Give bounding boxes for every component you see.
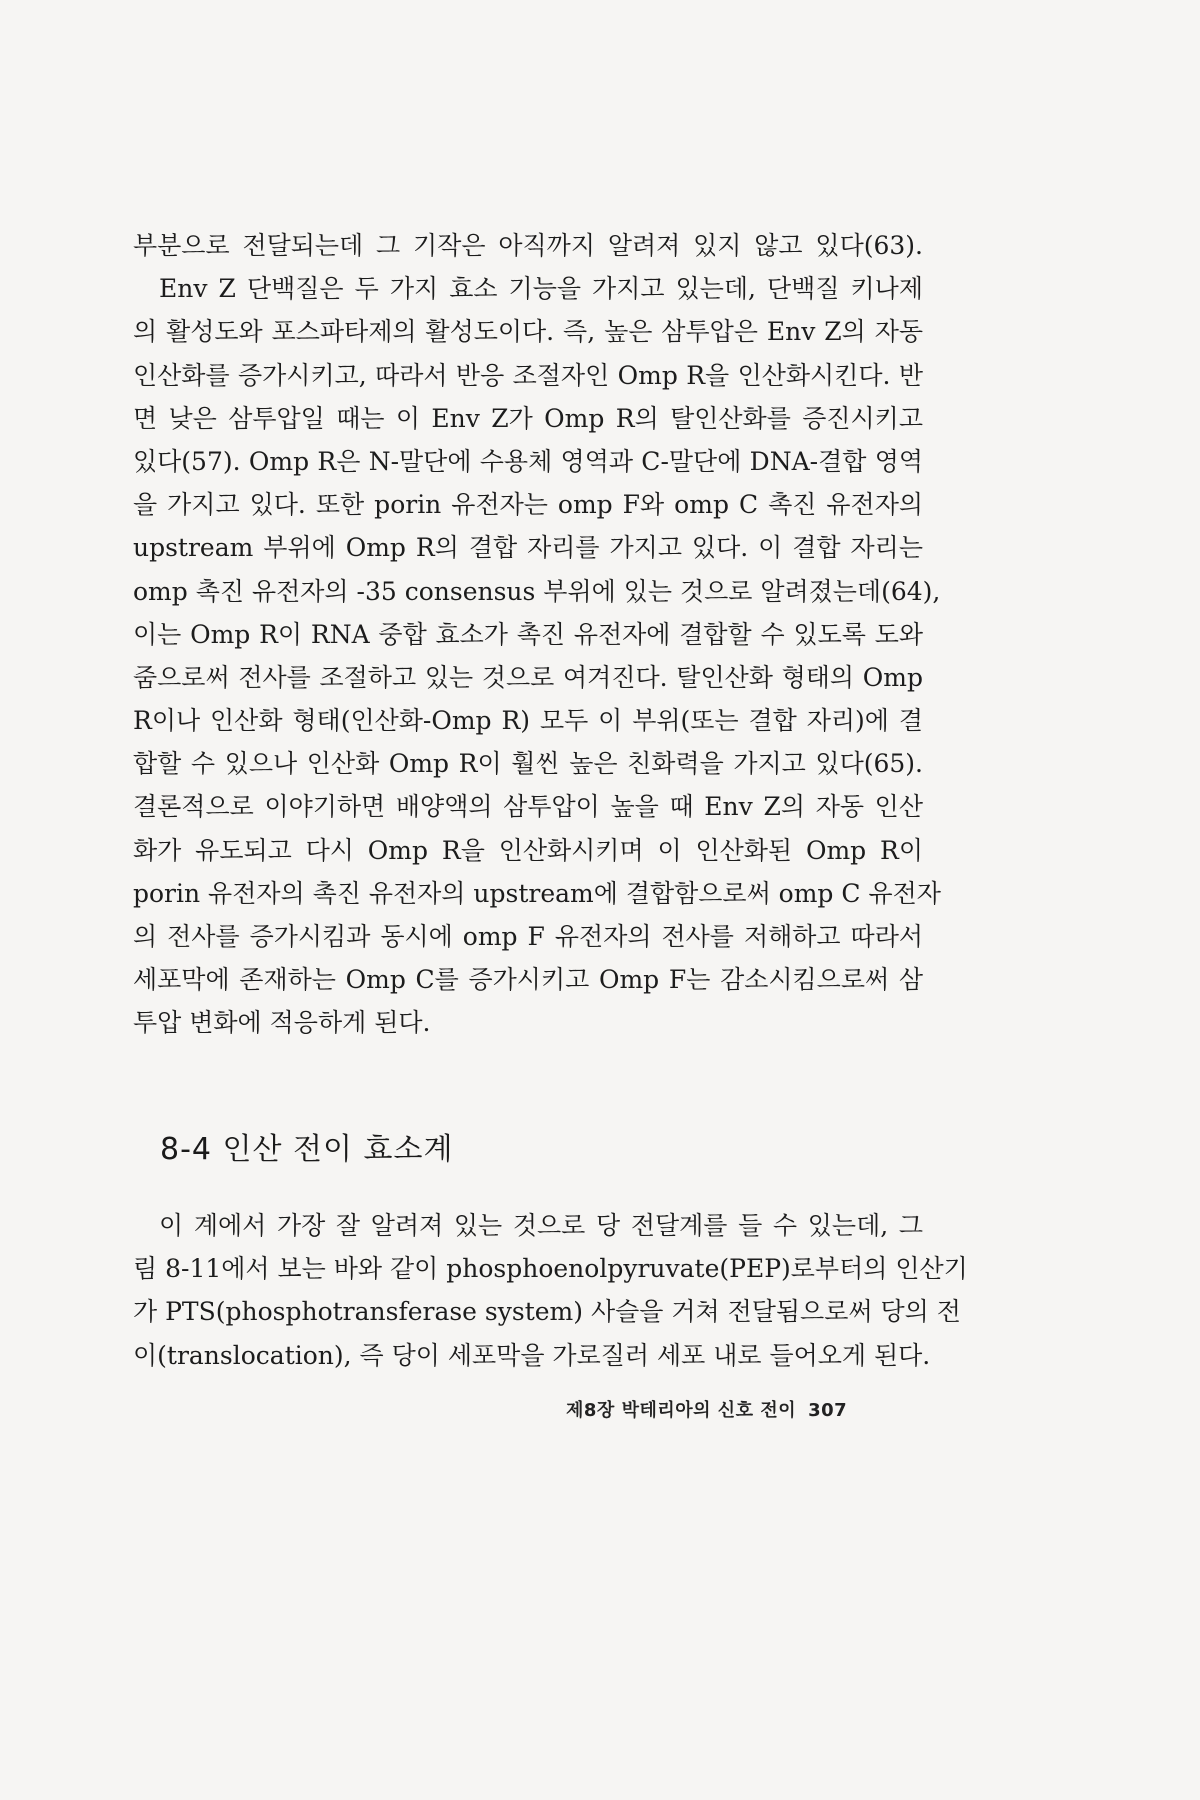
running-chapter-title: 제8장 박테리아의 신호 전이 — [566, 1400, 797, 1421]
text-line: 가 PTS(phosphotransferase system) 사슬을 거쳐 전달됨으로써 당의 전 — [133, 1297, 961, 1327]
text-line: 투압 변화에 적응하게 된다. — [133, 1008, 431, 1038]
text-line: 합할 수 있으나 인산화 Omp R이 훨씬 높은 친화력을 가지고 있다(65). — [133, 749, 923, 779]
text-line: 화가 유도되고 다시 Omp R을 인산화시키며 이 인산화된 Omp R이 — [133, 835, 923, 865]
text-line: omp 촉진 유전자의 -35 consensus 부위에 있는 것으로 알려졌는데(64), — [133, 576, 941, 606]
text-line: Env Z 단백질은 두 가지 효소 기능을 가지고 있는데, 단백질 키나제 — [159, 274, 923, 304]
text-line: 의 전사를 증가시킴과 동시에 omp F 유전자의 전사를 저해하고 따라서 — [133, 922, 923, 951]
section-paragraph — [133, 1204, 968, 1377]
text-line: 면 낮은 삼투압일 때는 이 Env Z가 Omp R의 탈인산화를 증진시키고 — [133, 403, 923, 433]
text-line: 있다(57). Omp R은 N-말단에 수용체 영역과 C-말단에 DNA-결합 영역 — [133, 446, 923, 476]
text-line: 줌으로써 전사를 조절하고 있는 것으로 여겨진다. 탈인산화 형태의 Omp — [133, 662, 923, 692]
text-line: R이나 인산화 형태(인산화-Omp R) 모두 이 부위(또는 결합 자리)에 결 — [133, 706, 923, 736]
text-line: 결론적으로 이야기하면 배양액의 삼투압이 높을 때 Env Z의 자동 인산 — [133, 792, 923, 822]
text-line: 을 가지고 있다. 또한 porin 유전자는 omp F와 omp C 촉진 유전자의 — [133, 490, 923, 520]
text-line: 이(translocation), 즉 당이 세포막을 가로질러 세포 내로 들어오게 된다. — [133, 1340, 931, 1370]
text-line: 의 활성도와 포스파타제의 활성도이다. 즉, 높은 삼투압은 Env Z의 자동 — [133, 317, 923, 347]
text-line: porin 유전자의 촉진 유전자의 upstream에 결합함으로써 omp C 유전자 — [133, 878, 941, 908]
text-line: 세포막에 존재하는 Omp C를 증가시키고 Omp F는 감소시킴으로써 삼 — [133, 965, 923, 995]
body-paragraph — [133, 224, 941, 1045]
section-heading: 8-4 인산 전이 효소계 — [160, 1132, 454, 1167]
text-line: upstream 부위에 Omp R의 결합 자리를 가지고 있다. 이 결합 자리는 — [133, 533, 923, 563]
text-line: 부분으로 전달되는데 그 기작은 아직까지 알려져 있지 않고 있다(63). — [133, 231, 923, 260]
page-footer — [566, 1396, 847, 1422]
text-line: 이 계에서 가장 잘 알려져 있는 것으로 당 전달계를 들 수 있는데, 그 — [159, 1211, 923, 1240]
text-line: 림 8-11에서 보는 바와 같이 phosphoenolpyruvate(PEP)로부터의 인산기 — [133, 1254, 968, 1284]
text-line: 인산화를 증가시키고, 따라서 반응 조절자인 Omp R을 인산화시킨다. 반 — [133, 360, 923, 390]
text-line: 이는 Omp R이 RNA 중합 효소가 촉진 유전자에 결합할 수 있도록 도와 — [133, 619, 923, 649]
page-number: 307 — [808, 1400, 848, 1421]
